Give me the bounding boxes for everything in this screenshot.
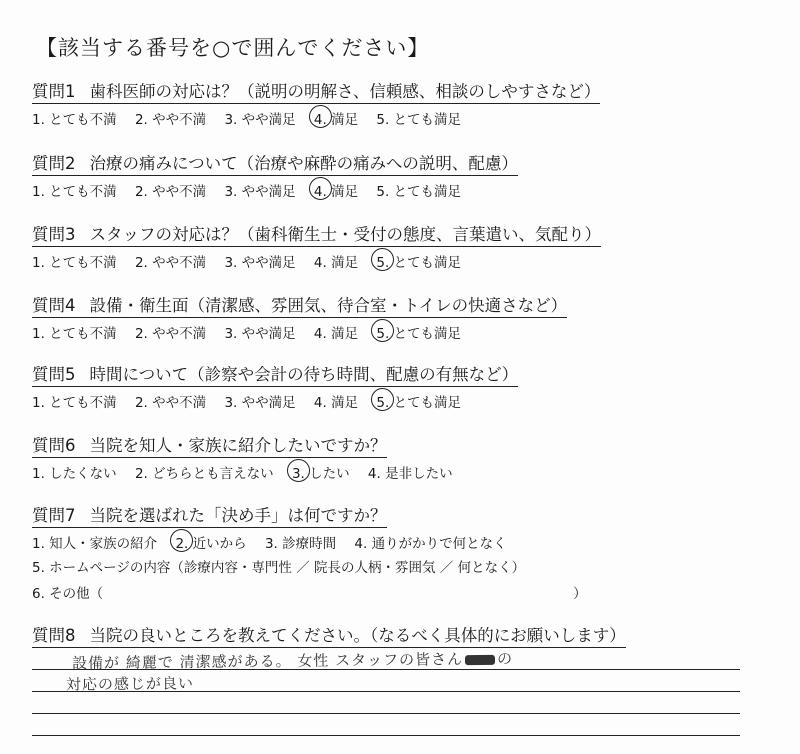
option-2[interactable]: 2. やや不満 xyxy=(134,255,207,271)
question-3 xyxy=(32,221,601,269)
question-number: 質問3 xyxy=(32,225,76,244)
option-1[interactable]: 1. 知人・家族の紹介 xyxy=(32,536,158,552)
option-2[interactable]: 2. やや不満 xyxy=(134,326,207,342)
option-5-selected[interactable]: 5. とても満足 xyxy=(376,391,461,411)
option-4[interactable]: 4. 満足 xyxy=(313,326,359,342)
question-text: 歯科医師の対応は？（説明の明解さ、信頼感、相談のしやすさなど） xyxy=(89,82,601,101)
question-3-header xyxy=(32,221,601,247)
question-5-header xyxy=(32,361,518,387)
option-6-close: ） xyxy=(573,586,587,602)
question-number: 質問6 xyxy=(32,436,76,455)
handwritten-text: 設備が 綺麗で 清潔感がある。 女性 スタッフの皆さん xyxy=(71,650,464,673)
option-3[interactable]: 3. 診療時間 xyxy=(264,536,337,552)
question-number: 質問1 xyxy=(32,82,76,101)
question-number: 質問5 xyxy=(32,365,76,384)
question-text: 設備・衛生面（清潔感、雰囲気、待合室・トイレの快適さなど） xyxy=(89,296,568,315)
question-text: 当院を知人・家族に紹介したいですか？ xyxy=(89,436,387,455)
question-8 xyxy=(32,622,626,648)
question-4-header xyxy=(32,292,567,318)
question-number: 質問8 xyxy=(32,626,76,645)
option-5-selected[interactable]: 5. とても満足 xyxy=(376,322,461,342)
option-6-label: 6. その他（ xyxy=(32,586,104,602)
option-4[interactable]: 4. 通りがかりで何となく xyxy=(354,536,507,552)
option-3-selected[interactable]: 3. したい xyxy=(292,462,350,482)
option-2[interactable]: 2. やや不満 xyxy=(134,112,207,128)
question-text: 当院の良いところを教えてください。（なるべく具体的にお願いします） xyxy=(89,626,626,645)
question-2-header xyxy=(32,150,518,176)
option-4[interactable]: 4. 満足 xyxy=(313,395,359,411)
option-1[interactable]: 1. とても不満 xyxy=(32,112,117,128)
option-4[interactable]: 4. 是非したい xyxy=(367,466,453,482)
answer-line xyxy=(32,714,740,736)
option-3[interactable]: 3. やや満足 xyxy=(224,112,296,128)
question-4 xyxy=(32,292,567,340)
question-number: 質問4 xyxy=(32,296,76,315)
question-6 xyxy=(32,432,467,480)
handwritten-answer-line-2: 対応の感じが良い xyxy=(65,674,195,694)
question-5 xyxy=(32,361,518,409)
option-5[interactable]: 5. とても満足 xyxy=(376,112,462,128)
question-2 xyxy=(32,150,518,198)
option-2[interactable]: 2. どちらとも言えない xyxy=(134,466,274,482)
question-1-header xyxy=(32,78,600,104)
scribble-mark xyxy=(465,655,495,665)
option-5[interactable]: 5. ホームページの内容（診療内容・専門性 ／ 院長の人柄・雰囲気 ／ 何となく） xyxy=(32,560,526,576)
option-1[interactable]: 1. したくない xyxy=(32,466,117,482)
option-2-selected[interactable]: 2. 近いから xyxy=(175,532,246,552)
question-text: 治療の痛みについて（治療や麻酔の痛みへの説明、配慮） xyxy=(89,154,518,173)
form-title: 【該当する番号を○で囲んでください】 xyxy=(36,36,430,60)
option-4[interactable]: 4. 満足 xyxy=(313,255,359,271)
option-2[interactable]: 2. やや不満 xyxy=(134,395,207,411)
option-1[interactable]: 1. とても不満 xyxy=(32,184,117,200)
option-3[interactable]: 3. やや満足 xyxy=(224,326,296,342)
question-7 xyxy=(32,502,587,602)
question-6-header xyxy=(32,432,387,458)
option-4-selected[interactable]: 4. 満足 xyxy=(314,180,358,200)
option-4-selected[interactable]: 4. 満足 xyxy=(314,108,358,128)
option-1[interactable]: 1. とても不満 xyxy=(32,326,117,342)
option-3[interactable]: 3. やや満足 xyxy=(224,184,296,200)
option-6-other[interactable] xyxy=(32,582,587,602)
option-3[interactable]: 3. やや満足 xyxy=(224,255,296,271)
option-1[interactable]: 1. とても不満 xyxy=(32,395,117,411)
question-number: 質問2 xyxy=(32,154,76,173)
question-1 xyxy=(32,78,600,126)
question-text: スタッフの対応は？（歯科衛生士・受付の態度、言葉遣い、気配り） xyxy=(89,225,601,244)
answer-line xyxy=(32,692,740,714)
option-1[interactable]: 1. とても不満 xyxy=(32,255,117,271)
question-text: 当院を選ばれた「決め手」は何ですか？ xyxy=(89,506,387,525)
option-2[interactable]: 2. やや不満 xyxy=(134,184,207,200)
option-3[interactable]: 3. やや満足 xyxy=(224,395,296,411)
question-8-header xyxy=(32,622,626,648)
question-number: 質問7 xyxy=(32,506,76,525)
option-5-selected[interactable]: 5. とても満足 xyxy=(376,251,461,271)
question-text: 時間について（診察や会計の待ち時間、配慮の有無など） xyxy=(89,365,519,384)
option-5[interactable]: 5. とても満足 xyxy=(376,184,462,200)
handwritten-text: の xyxy=(496,649,514,668)
question-7-header xyxy=(32,502,387,528)
